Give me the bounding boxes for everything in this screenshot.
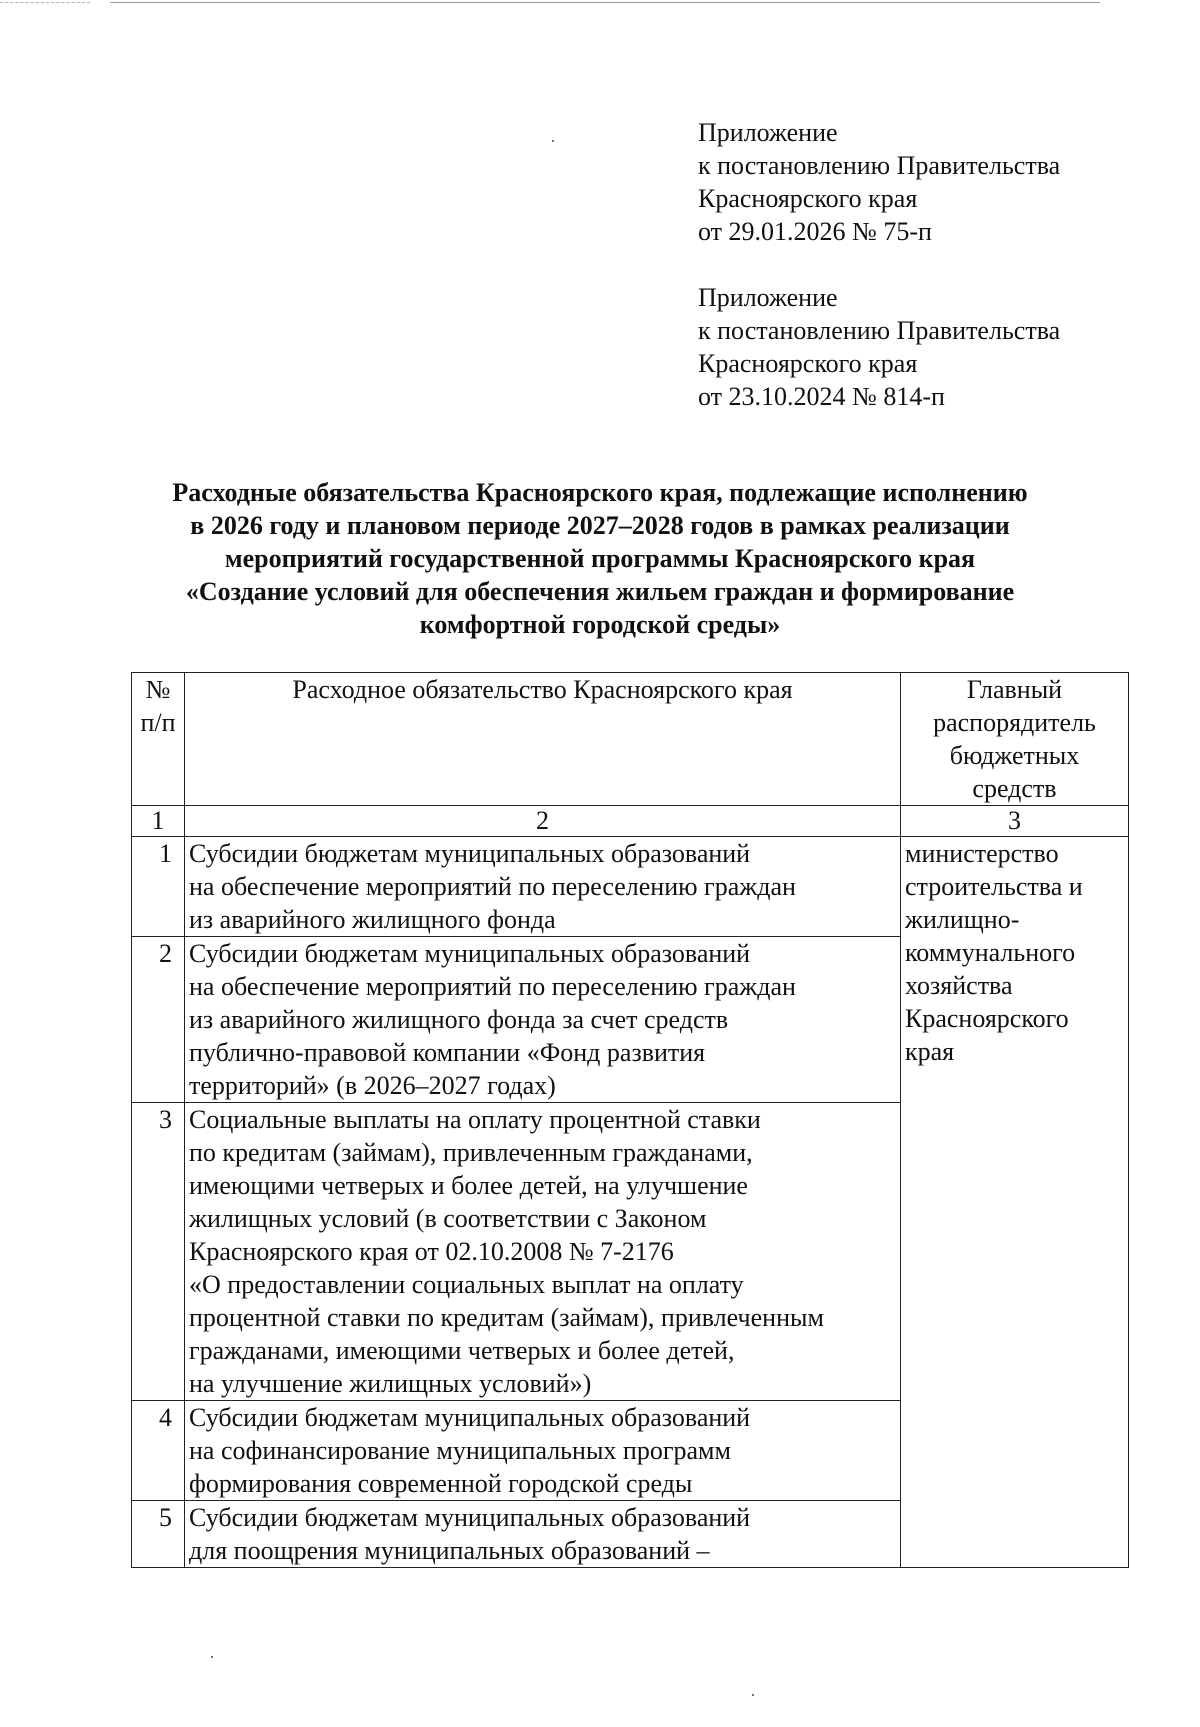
obligation-line: на улучшение жилищных условий») [189, 1369, 592, 1398]
obligation-line: на софинансирование муниципальных программ [189, 1436, 731, 1465]
document-title [90, 476, 1110, 641]
scan-speck [552, 140, 554, 142]
administrator-line: коммунального [905, 938, 1076, 967]
header-number [132, 673, 185, 806]
obligation-line: гражданами, имеющими четверых и более детей, [189, 1336, 735, 1365]
obligation-line: публично-правовой компании «Фонд развития [189, 1038, 706, 1067]
administrator-line: хозяйства [905, 971, 1013, 1000]
administrator-line: края [905, 1037, 955, 1066]
header-text: п/п [140, 708, 176, 737]
header-text: Главный [966, 675, 1063, 704]
appendix-date: от 29.01.2026 № 75-п [698, 217, 932, 246]
header-text: бюджетных [949, 741, 1080, 770]
administrator-line: жилищно- [905, 905, 1020, 934]
obligation-line: из аварийного жилищного фонда [189, 905, 556, 934]
administrator-line: строительства и [905, 872, 1083, 901]
row-obligation [185, 937, 901, 1103]
appendix-line: к постановлению Правительства [698, 151, 1061, 180]
obligation-line: формирования современной городской среды [189, 1469, 693, 1498]
row-obligation [185, 1501, 901, 1568]
scan-edge-dash [0, 2, 90, 3]
column-index: 1 [132, 806, 185, 837]
obligation-line: имеющими четверых и более детей, на улучшение [189, 1171, 748, 1200]
obligations-table [131, 672, 1129, 1568]
obligation-line: Субсидии бюджетам муниципальных образований [189, 1503, 751, 1532]
row-number: 4 [132, 1401, 185, 1501]
obligation-line: Субсидии бюджетам муниципальных образований [189, 1403, 751, 1432]
row-obligation [185, 1103, 901, 1401]
header-text: № [145, 675, 171, 704]
title-line: в 2026 году и плановом периоде 2027–2028 годов в рамках реализации [190, 511, 1010, 540]
appendix-line: Красноярского края [698, 184, 918, 213]
appendix-current [698, 116, 1060, 248]
appendix-line: Приложение [698, 118, 838, 147]
obligation-line: территорий» (в 2026–2027 годах) [189, 1071, 556, 1100]
header-administrator [901, 673, 1129, 806]
row-number: 2 [132, 937, 185, 1103]
obligation-line: Красноярского края от 02.10.2008 № 7-2176 [189, 1237, 674, 1266]
administrator-line: министерство [905, 839, 1059, 868]
title-line: «Создание условий для обеспечения жильем граждан и формирование [185, 577, 1015, 606]
appendix-line: к постановлению Правительства [698, 316, 1061, 345]
scan-speck [211, 1656, 213, 1658]
row-number: 3 [132, 1103, 185, 1401]
obligation-line: Социальные выплаты на оплату процентной ставки [189, 1105, 761, 1134]
scan-edge-line [110, 2, 1100, 3]
table-header-row [132, 673, 1129, 806]
table-row [132, 837, 1129, 937]
title-line: Расходные обязательства Красноярского края, подлежащие исполнению [172, 478, 1028, 507]
column-index: 3 [901, 806, 1129, 837]
scan-speck [752, 1694, 754, 1696]
obligation-line: процентной ставки по кредитам (займам), привлеченным [189, 1303, 824, 1332]
row-administrator [901, 837, 1129, 1568]
obligation-line: Субсидии бюджетам муниципальных образований [189, 939, 751, 968]
appendix-line: Красноярского края [698, 349, 918, 378]
obligation-line: по кредитам (займам), привлеченным гражданами, [189, 1138, 753, 1167]
obligation-line: для поощрения муниципальных образований – [189, 1536, 710, 1565]
column-index: 2 [185, 806, 901, 837]
header-text: распорядитель [933, 708, 1096, 737]
appendix-previous [698, 281, 1060, 413]
row-obligation [185, 1401, 901, 1501]
obligation-line: «О предоставлении социальных выплат на оплату [189, 1270, 744, 1299]
header-obligation: Расходное обязательство Красноярского края [185, 673, 901, 806]
row-obligation [185, 837, 901, 937]
row-number: 5 [132, 1501, 185, 1568]
obligation-line: из аварийного жилищного фонда за счет средств [189, 1005, 729, 1034]
obligation-line: Субсидии бюджетам муниципальных образований [189, 839, 751, 868]
title-line: мероприятий государственной программы Красноярского края [224, 544, 976, 573]
administrator-line: Красноярского [905, 1004, 1069, 1033]
obligation-line: на обеспечение мероприятий по переселению граждан [189, 872, 796, 901]
header-text: средств [972, 774, 1057, 803]
obligation-line: на обеспечение мероприятий по переселению граждан [189, 972, 796, 1001]
column-index-row [132, 806, 1129, 837]
appendix-date: от 23.10.2024 № 814-п [698, 382, 945, 411]
title-line: комфортной городской среды» [419, 610, 781, 639]
row-number: 1 [132, 837, 185, 937]
appendix-line: Приложение [698, 283, 838, 312]
obligation-line: жилищных условий (в соответствии с Законом [189, 1204, 707, 1233]
